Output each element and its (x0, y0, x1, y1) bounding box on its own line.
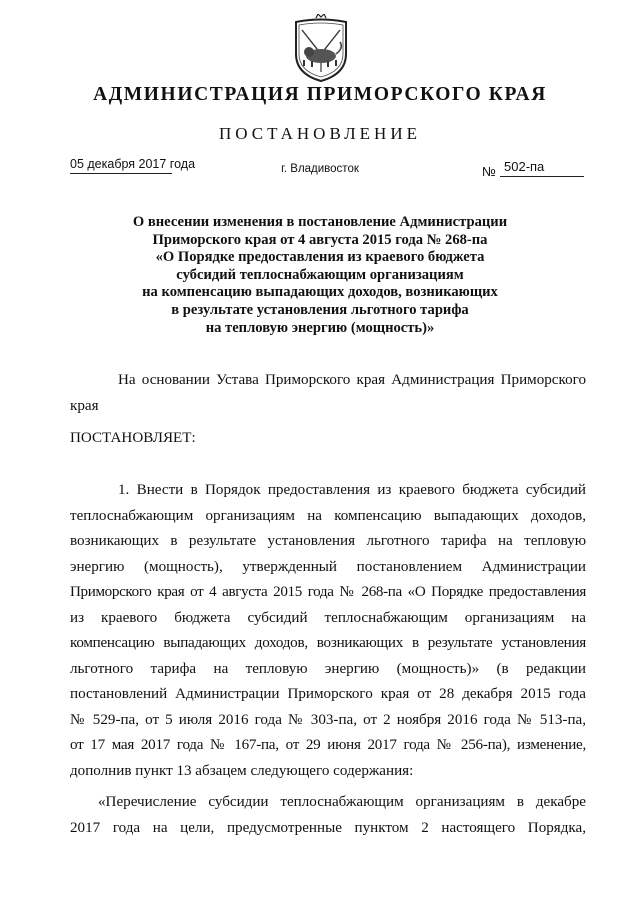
paragraph-line: теплоснабжающим организациям на компенсацию выпадающих доходов, (70, 507, 586, 524)
paragraph-line: энергию (мощность), утвержденный постановлением Администрации (70, 558, 586, 575)
title-line: субсидий теплоснабжающим организациям (176, 266, 464, 283)
decree-word: ПОСТАНОВЛЯЕТ: (70, 430, 196, 446)
title-line: О внесении изменения в постановление Администрации (132, 214, 508, 230)
basis-line: На основании Устава Приморского края Администрация Приморского (118, 372, 586, 388)
document-city: г. Владивосток (281, 163, 359, 175)
quote-line: «Перечисление субсидии теплоснабжающим организациям в декабре (98, 794, 586, 810)
document-title (60, 214, 580, 337)
title-line: на компенсацию выпадающих доходов, возникающих (142, 284, 498, 301)
document-date: 05 декабря 2017 года (70, 157, 172, 174)
number-sign: № (482, 164, 496, 179)
paragraph-line: 1. Внести в Порядок предоставления из краевого бюджета субсидий (118, 482, 586, 498)
basis-paragraph (70, 368, 586, 419)
document-number: 502-па (500, 159, 584, 177)
coat-of-arms-emblem (290, 14, 352, 84)
quoted-paragraph (70, 790, 586, 841)
title-line: «О Порядке предоставления из краевого бюджета (155, 249, 485, 266)
paragraph-line: от 17 мая 2017 года № 167-па, от 29 июня 2017 года № 256-па), изменение, (70, 737, 586, 753)
paragraph-line: возникающих в результате установления льготного тарифа на тепловую (70, 533, 586, 549)
organization-name: АДМИНИСТРАЦИЯ ПРИМОРСКОГО КРАЯ (93, 84, 547, 105)
paragraph-line: льготного тарифа на тепловую энергию (мощность)» (в редакции (70, 660, 586, 677)
title-line: на тепловую энергию (мощность)» (205, 319, 435, 336)
title-line: в результате установления льготного тарифа (171, 301, 469, 318)
paragraph-line: № 529-па, от 5 июля 2016 года № 303-па, от 2 ноября 2016 года № 513-па, (70, 711, 586, 728)
paragraph-line: постановлений Администрации Приморского края от 28 декабря 2015 года (70, 686, 586, 702)
paragraph-1 (70, 478, 586, 784)
quote-line: 2017 года на цели, предусмотренные пунктом 2 настоящего Порядка, (70, 819, 586, 836)
paragraph-line: из краевого бюджета субсидий теплоснабжающим организациям на (70, 609, 586, 626)
document-type: ПОСТАНОВЛЕНИЕ (218, 124, 421, 143)
paragraph-line: дополнив пункт 13 абзацем следующего содержания: (70, 762, 414, 779)
paragraph-line: Приморского края от 4 августа 2015 года № 268-па «О Порядке предоставления (70, 584, 586, 600)
title-line: Приморского края от 4 августа 2015 года № 268-па (152, 231, 488, 248)
basis-line: края (70, 397, 99, 414)
paragraph-line: компенсацию выпадающих доходов, возникающих в результате установления (70, 635, 586, 651)
